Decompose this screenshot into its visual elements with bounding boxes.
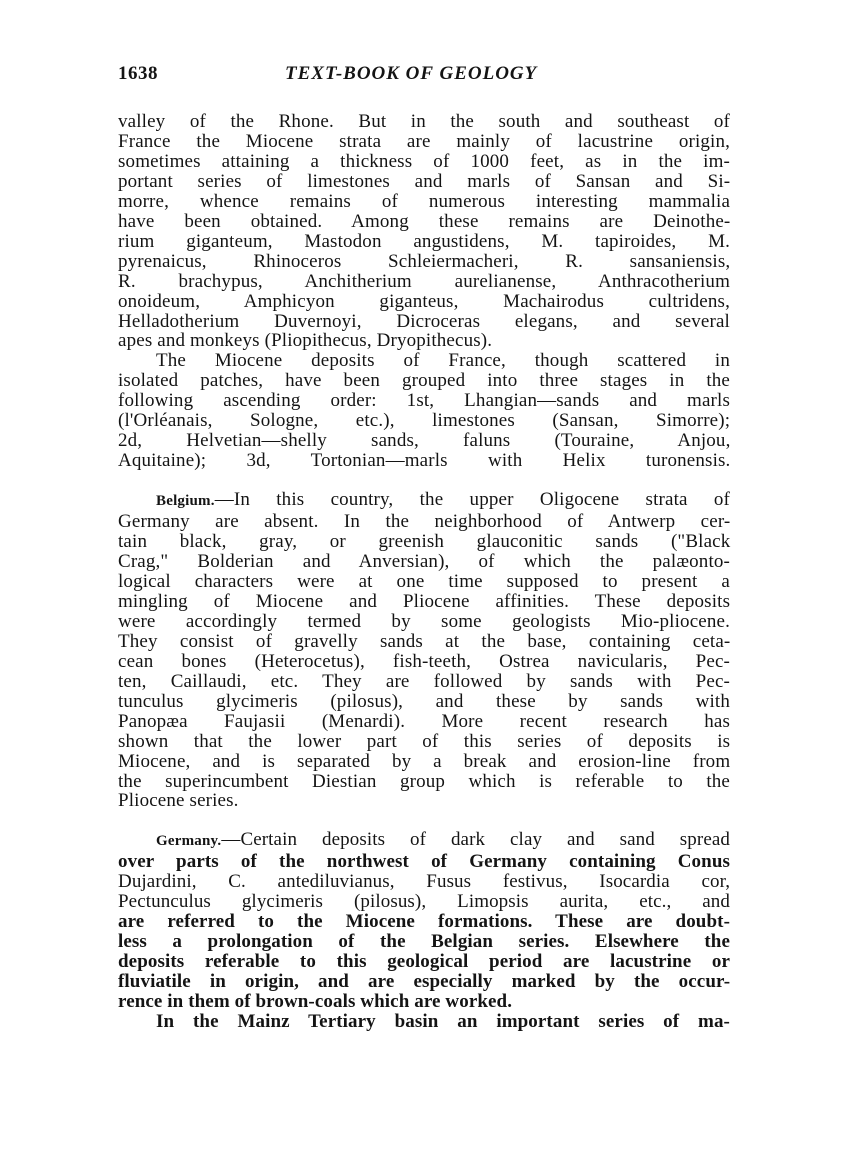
page-number: 1638 [118,63,158,84]
paragraph-mainz [118,1012,730,1032]
text-run: —In this country, the upper Oligocene strata of [214,489,730,511]
section-germany [118,830,730,1012]
text-line: Pliocene series. [118,790,239,812]
text-line: Dujardini, C. antediluvianus, Fusus festivus, Isocardia cor, [118,871,731,893]
text-line: The Miocene deposits of France, though scattered in [156,350,730,372]
text-line: apes and monkeys (Pliopithecus, Dryopithecus). [118,330,493,352]
text-line: sometimes attaining a thickness of 1000 feet, as in the im- [118,150,730,172]
running-title: TEXT-BOOK OF GEOLOGY [285,63,538,84]
text-line: Helladotherium Duvernoyi, Dicroceras elegans, and several [118,310,730,332]
text-line: cean bones (Heterocetus), fish-teeth, Ostrea navicularis, Pec- [118,650,731,672]
text-line: In the Mainz Tertiary basin an important series of ma- [156,1010,730,1032]
side-head-belgium: Belgium. [156,493,215,510]
text-line: rium giganteum, Mastodon angustidens, M. tapiroides, M. [118,230,731,252]
paragraph-france-stages [118,351,730,471]
text-line: are referred to the Miocene formations. These are doubt- [118,911,730,933]
text-run: —Certain deposits of dark clay and sand spread [221,829,730,851]
text-line: the superincumbent Diestian group which is referable to the [118,770,730,792]
text-line [118,830,730,852]
text-line: less a prolongation of the Belgian series. Elsewhere the [118,931,730,953]
text-line: ten, Caillaudi, etc. They are followed by sands with Pec- [118,670,730,692]
text-line: (l'Orléanais, Sologne, etc.), limestones (Sansan, Simorre); [118,410,731,432]
text-line [118,490,730,512]
text-line: isolated patches, have been grouped into three stages in the [118,370,730,392]
text-line: Miocene, and is separated by a break and erosion-line from [118,750,731,772]
text-line: Panopæa Faujasii (Menardi). More recent research has [118,710,731,732]
text-line: valley of the Rhone. But in the south and southeast of [118,111,731,132]
text-line: Crag," Bolderian and Anversian), of which the palæonto- [118,551,730,573]
text-line: France the Miocene strata are mainly of lacustrine origin, [118,130,731,152]
text-line: mingling of Miocene and Pliocene affinities. These deposits [118,590,731,612]
text-line: deposits referable to this geological period are lacustrine or [118,951,730,973]
section-belgium [118,490,730,811]
text-line: R. brachypus, Anchitherium aurelianense, Anthracotherium [118,270,730,292]
text-line: over parts of the northwest of Germany containing Conus [118,851,730,873]
text-line: shown that the lower part of this series of deposits is [118,730,731,752]
text-line: were accordingly termed by some geologists Mio-pliocene. [118,610,730,632]
text-line: Aquitaine); 3d, Tortonian—marls with Helix turonensis. [118,450,731,472]
text-line: onoideum, Amphicyon giganteus, Machairodus cultridens, [118,290,730,312]
text-line: tain black, gray, or greenish glauconitic sands ("Black [118,531,731,553]
text-line: fluviatile in origin, and are especially marked by the occur- [118,971,731,993]
text-line: Pectunculus glycimeris (pilosus), Limopsis aurita, etc., and [118,891,730,913]
text-line: morre, whence remains of numerous interesting mammalia [118,190,731,212]
text-line: have been obtained. Among these remains are Deinothe- [118,210,731,232]
text-line: They consist of gravelly sands at the base, containing ceta- [118,630,731,652]
running-head [118,62,730,92]
book-page [118,62,730,1032]
text-line: following ascending order: 1st, Lhangian—sands and marls [118,390,730,412]
text-line: 2d, Helvetian—shelly sands, faluns (Touraine, Anjou, [118,430,731,452]
text-line: logical characters were at one time supposed to present a [118,570,730,592]
text-line: pyrenaicus, Rhinoceros Schleiermacheri, R. sansaniensis, [118,250,731,272]
text-line: Germany are absent. In the neighborhood of Antwerp cer- [118,511,731,533]
side-head-germany: Germany. [156,833,222,850]
text-line: rence in them of brown-coals which are worked. [118,991,513,1013]
paragraph-france-lacustrine [118,112,730,351]
text-line: tunculus glycimeris (pilosus), and these by sands with [118,690,730,712]
text-line: portant series of limestones and marls of Sansan and Si- [118,170,731,192]
